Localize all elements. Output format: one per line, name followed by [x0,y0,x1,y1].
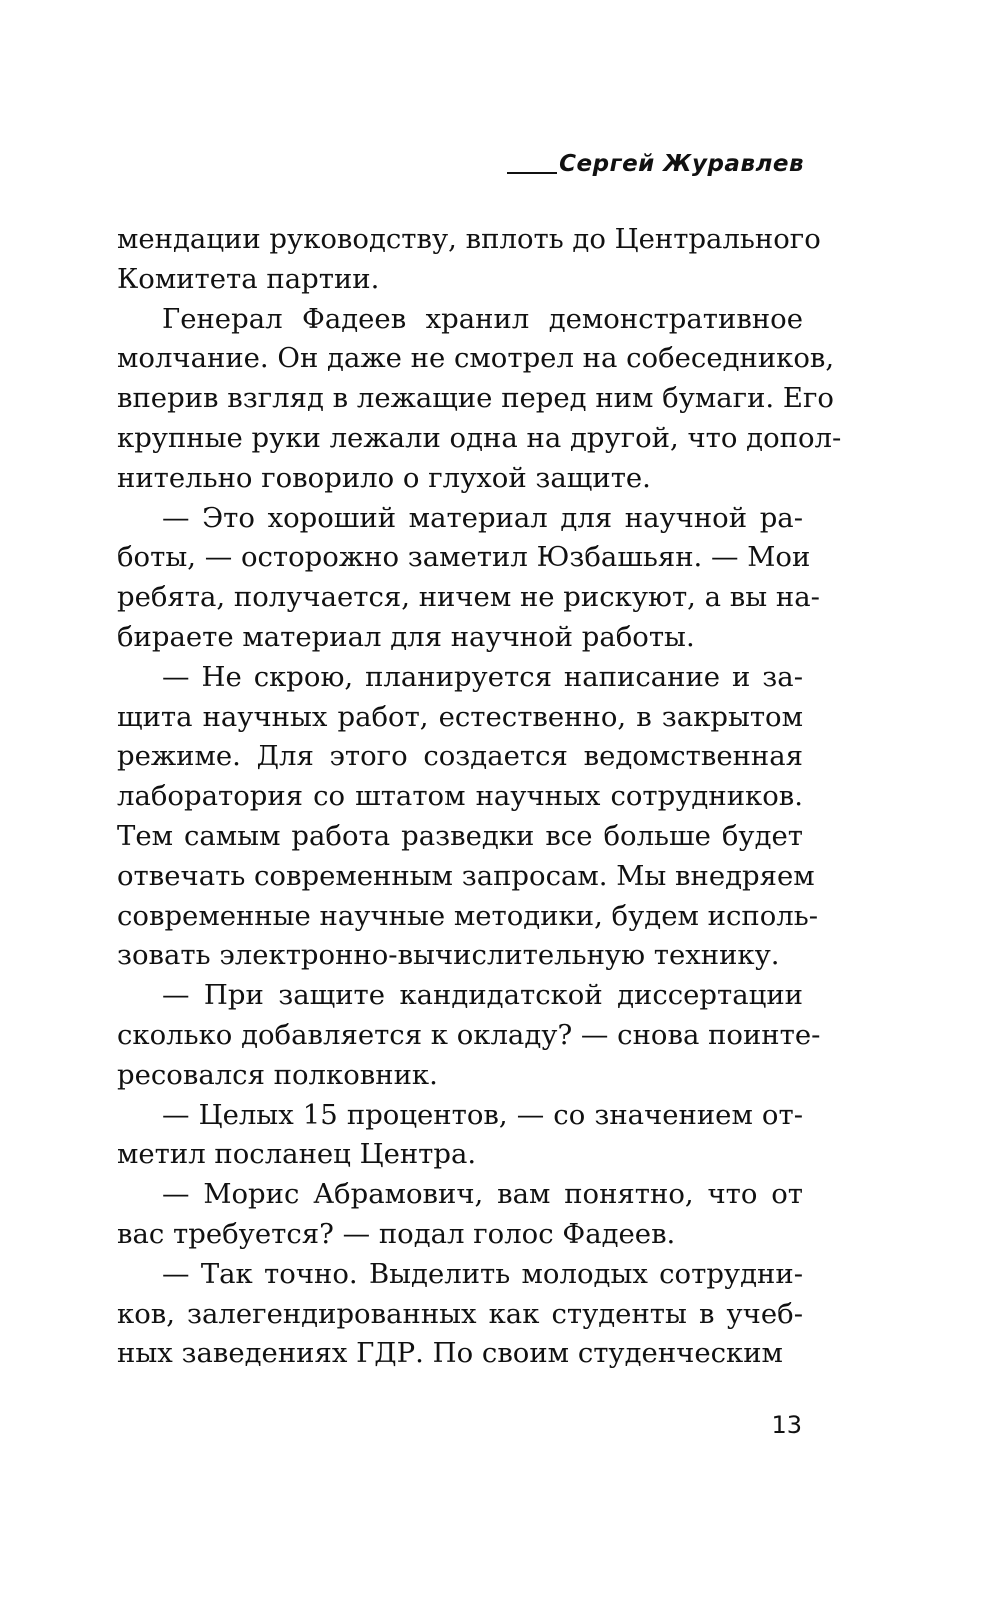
text-line: Комитета партии. [117,262,380,295]
text-line: молчание. Он даже не смотрел на собеседников, [117,342,835,375]
running-head-author: Сергей Журавлев [559,151,804,177]
text-line: щита научных работ, естественно, в закрытом [117,700,803,733]
text-line: — При защите кандидатской диссертации [162,979,803,1012]
text-line: ков, залегендированных как студенты в учеб- [117,1297,803,1330]
text-line: ных заведениях ГДР. По своим студенческим [117,1337,783,1370]
page-number: 13 [771,1411,802,1439]
text-line: зовать электронно-вычислительную технику. [117,939,780,972]
text-line: — Не скрою, планируется написание и за- [162,660,803,693]
paragraph [117,976,821,1095]
text-line: бираете материал для научной работы. [117,620,695,653]
body-text [117,220,842,1374]
text-line: мендации руководству, вплоть до Центрального [117,223,821,255]
paragraph [117,658,818,976]
text-line: ребята, получается, ничем не рискуют, а вы на- [117,581,820,614]
text-line: вперив взгляд в лежащие перед ним бумаги. Его [117,382,834,415]
text-line: — Морис Абрамович, вам понятно, что от [162,1178,803,1211]
text-line: отвечать современным запросам. Мы внедряем [117,859,815,892]
text-line: лаборатория со штатом научных сотрудников. [117,780,803,813]
text-line: — Так точно. Выделить молодых сотрудни- [162,1257,803,1290]
text-line: ресовался полковник. [117,1058,438,1091]
text-line: сколько добавляется к окладу? — снова поинте- [117,1018,821,1051]
paragraph [117,220,821,300]
text-line: крупные руки лежали одна на другой, что допол- [117,421,842,454]
text-line: Тем самым работа разведки все больше будет [117,819,803,852]
text-line: режиме. Для этого создается ведомственная [117,740,803,773]
text-line: боты, — осторожно заметил Юзбашьян. — Мои [117,541,811,574]
text-line: нительно говорило о глухой защите. [117,461,651,494]
text-line: метил посланец Центра. [117,1138,477,1171]
paragraph [117,1175,803,1255]
text-line: Генерал Фадеев хранил демонстративное [162,302,803,335]
text-line: современные научные методики, будем исполь- [117,899,818,932]
paragraph [117,499,820,658]
text-line: вас требуется? — подал голос Фадеев. [117,1217,676,1250]
paragraph [117,300,842,499]
paragraph [117,1096,803,1176]
running-head [507,150,804,178]
text-line: — Целых 15 процентов, — со значением от- [162,1098,803,1131]
running-head-rule [507,172,557,174]
paragraph [117,1255,803,1374]
text-line: — Это хороший материал для научной ра- [162,501,803,534]
